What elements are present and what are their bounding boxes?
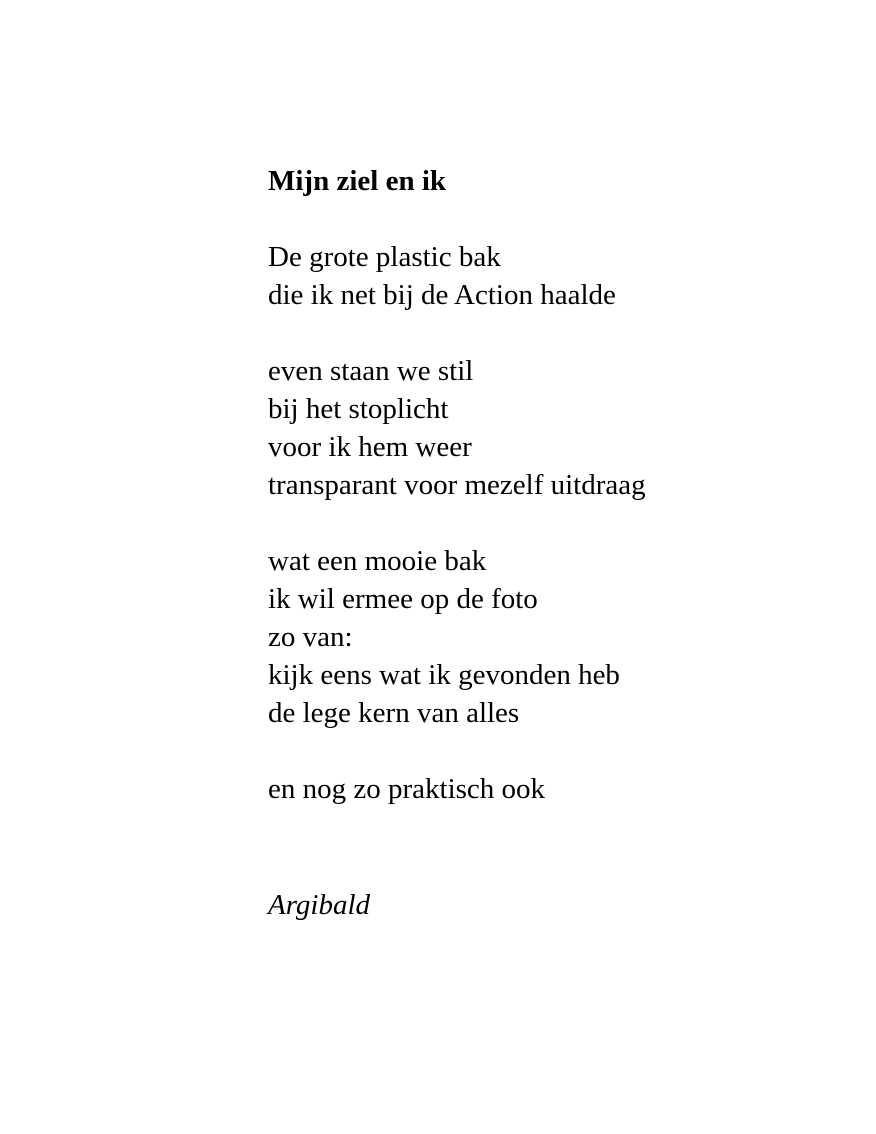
poem-line: bij het stoplicht (268, 393, 449, 425)
poem-line: die ik net bij de Action haalde (268, 279, 616, 311)
poem-title: Mijn ziel en ik (268, 165, 447, 197)
poem-line: kijk eens wat ik gevonden heb (268, 659, 620, 691)
stanza-1 (268, 238, 828, 314)
author-signature: Argibald (268, 889, 371, 921)
poem-line: even staan we stil (268, 355, 474, 387)
poem-body (268, 162, 828, 846)
poem-line: ik wil ermee op de foto (268, 583, 538, 615)
poem-line: wat een mooie bak (268, 545, 487, 577)
poem-line: de lege kern van alles (268, 697, 520, 729)
poem-line: en nog zo praktisch ook (268, 773, 546, 805)
poem-line: zo van: (268, 621, 353, 653)
stanza-3 (268, 542, 828, 732)
stanza-4 (268, 770, 828, 808)
poem-line: De grote plastic bak (268, 241, 501, 273)
poem-line: transparant voor mezelf uitdraag (268, 469, 646, 501)
poem-line: voor ik hem weer (268, 431, 472, 463)
stanza-2 (268, 352, 828, 504)
